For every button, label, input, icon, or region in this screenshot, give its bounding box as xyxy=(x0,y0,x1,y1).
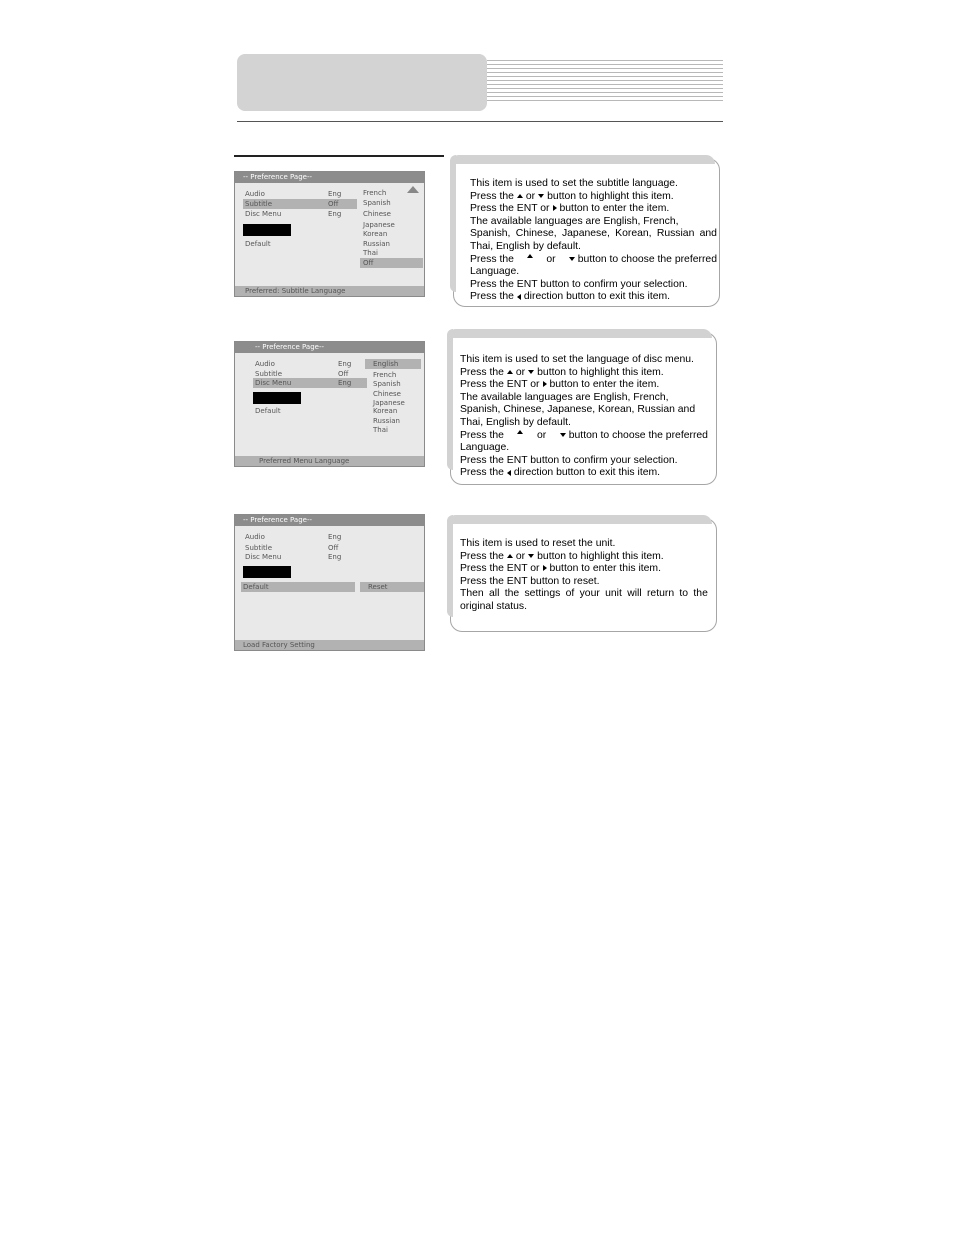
header-stripes xyxy=(487,60,723,104)
header-rule xyxy=(237,121,723,122)
desc-line: Press the direction button to exit this item. xyxy=(460,467,661,479)
osd-option-selected: Reset xyxy=(360,582,424,592)
osd-option: Korean xyxy=(373,407,398,415)
osd-item-selected xyxy=(243,199,357,209)
osd-item-label: Default xyxy=(255,407,281,415)
osd-item-label: Disc Menu xyxy=(255,379,292,387)
left-arrow-icon xyxy=(507,470,511,476)
down-arrow-icon xyxy=(569,257,575,261)
desc-line: The available languages are English, French, xyxy=(460,391,669,403)
osd-option: Russian xyxy=(363,240,390,248)
header-tab xyxy=(237,54,487,111)
osd-subtitle-screen xyxy=(234,171,425,297)
up-arrow-icon xyxy=(507,554,513,558)
down-arrow-icon xyxy=(560,433,566,437)
osd-item-selected: Default xyxy=(241,582,355,592)
section-rule xyxy=(234,155,444,157)
osd-item-label: Audio xyxy=(245,533,265,541)
osd-option: French xyxy=(373,371,397,379)
desc-line: The available languages are English, French, xyxy=(470,215,679,227)
osd-item-label: Subtitle xyxy=(245,200,273,208)
desc-line: Press the ENT button to confirm your selection. xyxy=(470,278,688,290)
desc-line: Press the or button to choose the preferred xyxy=(470,253,717,265)
desc-line: Press the ENT or button to enter this item. xyxy=(460,563,661,575)
osd-status: Preferred Menu Language xyxy=(235,456,424,466)
osd-status: Load Factory Setting xyxy=(235,640,424,650)
desc-line: Press the ENT or button to enter the item. xyxy=(460,379,660,391)
osd-menu-screen xyxy=(234,341,425,467)
scroll-up-icon xyxy=(407,186,419,193)
subtitle-description-box xyxy=(453,158,720,307)
osd-item-value: Eng xyxy=(328,533,342,541)
desc-line: Language. xyxy=(460,442,510,454)
desc-line: This item is used to set the subtitle language. xyxy=(470,178,678,189)
menu-description-box xyxy=(450,332,717,485)
osd-item-value: Eng xyxy=(328,553,342,561)
desc-line: Press the or button to highlight this item. xyxy=(470,190,674,202)
osd-item-value: Off xyxy=(338,370,349,378)
osd-item-value: Eng xyxy=(338,379,352,387)
desc-line: original status. xyxy=(460,600,527,612)
osd-item-value: Eng xyxy=(328,190,342,198)
desc-line: Language. xyxy=(470,266,520,278)
desc-line: Press the or button to highlight this item. xyxy=(460,550,664,562)
default-description-box xyxy=(450,518,717,632)
desc-line: Press the ENT or button to enter the item. xyxy=(470,203,670,215)
osd-option: Korean xyxy=(363,230,388,238)
osd-option: French xyxy=(363,189,387,197)
desc-line: Spanish, Chinese, Japanese, Korean, Russian and xyxy=(470,228,717,240)
osd-title: -- Preference Page-- xyxy=(235,342,424,353)
osd-item-label: Audio xyxy=(245,190,265,198)
osd-item-label: Subtitle xyxy=(245,544,273,552)
down-arrow-icon xyxy=(528,554,534,558)
osd-option: Japanese xyxy=(373,399,405,407)
osd-black-block xyxy=(243,224,291,236)
osd-item-label: Subtitle xyxy=(255,370,283,378)
osd-item-value: Off xyxy=(328,544,339,552)
osd-option: Japanese xyxy=(363,221,395,229)
osd-black-block xyxy=(243,566,291,578)
desc-line: Spanish, Chinese, Japanese, Korean, Russian and xyxy=(460,404,696,416)
osd-item-label: Disc Menu xyxy=(245,210,282,218)
down-arrow-icon xyxy=(528,370,534,374)
desc-line: Press the direction button to exit this item. xyxy=(470,291,671,303)
osd-option: Russian xyxy=(373,417,400,425)
osd-option-selected: English xyxy=(365,359,421,369)
desc-line: Thai, English by default. xyxy=(460,416,571,428)
desc-line: This item is used to reset the unit. xyxy=(460,538,616,549)
desc-line: Press the or button to choose the preferred xyxy=(460,429,708,441)
right-arrow-icon xyxy=(543,381,547,387)
osd-option: Chinese xyxy=(363,210,391,218)
osd-default-screen xyxy=(234,514,425,651)
right-arrow-icon xyxy=(553,205,557,211)
osd-status: Preferred: Subtitle Language xyxy=(235,286,424,296)
osd-option: Spanish xyxy=(363,199,391,207)
up-arrow-icon xyxy=(517,430,523,434)
down-arrow-icon xyxy=(538,194,544,198)
desc-line: Press the ENT button to reset. xyxy=(460,575,600,587)
osd-item-value: Eng xyxy=(328,210,342,218)
osd-option: Chinese xyxy=(373,390,401,398)
left-arrow-icon xyxy=(517,294,521,300)
up-arrow-icon xyxy=(517,194,523,198)
up-arrow-icon xyxy=(507,370,513,374)
osd-title: -- Preference Page-- xyxy=(235,172,424,183)
osd-black-block xyxy=(253,392,301,404)
desc-line: Press the ENT button to confirm your selection. xyxy=(460,454,678,466)
osd-option: Thai xyxy=(363,249,378,257)
up-arrow-icon xyxy=(527,254,533,258)
osd-option: Thai xyxy=(373,426,388,434)
osd-item-label: Audio xyxy=(255,360,275,368)
desc-line: Press the or button to highlight this item. xyxy=(460,366,664,378)
osd-item-selected xyxy=(253,378,367,388)
osd-option: Spanish xyxy=(373,380,401,388)
desc-line: Thai, English by default. xyxy=(470,240,581,252)
osd-item-value: Off xyxy=(328,200,339,208)
osd-title: -- Preference Page-- xyxy=(235,515,424,526)
osd-item-value: Eng xyxy=(338,360,352,368)
desc-line: Then all the settings of your unit will return to the xyxy=(460,588,708,600)
osd-item-label: Default xyxy=(245,240,271,248)
right-arrow-icon xyxy=(543,565,547,571)
desc-line: This item is used to set the language of disc menu. xyxy=(460,354,694,365)
osd-item-label: Disc Menu xyxy=(245,553,282,561)
osd-option-selected: Off xyxy=(360,258,423,268)
